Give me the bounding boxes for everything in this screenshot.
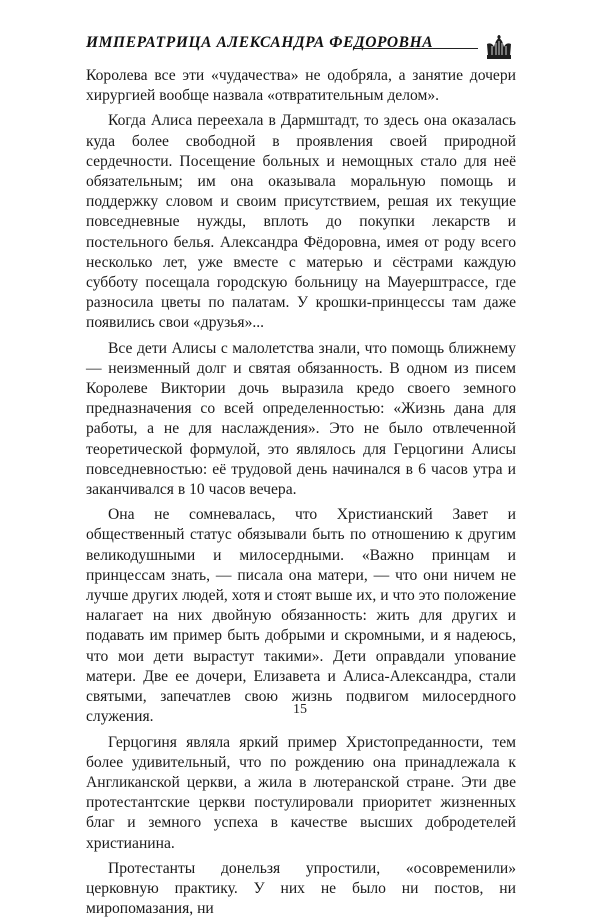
paragraph: Она не сомневалась, что Христианский Завет и общественный статус обязывали быть по отношению к другим великодушными и милосердными. «Важно принцам и принцессам знать, — писала она матери, — что они ничем не лучше других людей, хотя и стоят выше их, и что это положение налагает на них двойную обязанность: жить для других и подавать им пример быть добрыми и скромными, и я надеюсь, что мои дети вырастут такими». Дети оправдали упование матери. Две ее дочери, Елизавета и Алиса-Александра, стали святыми, запечатлев свою жизнь подвигом милосердного служения. [86, 506, 516, 726]
paragraph: Протестанты донельзя упростили, «осовременили» церковную практику. У них не было ни постов, ни миропомазания, ни [86, 859, 516, 918]
paragraph: Герцогиня являла яркий пример Христопреданности, тем более удивительный, что по рождению она принадлежала к Англиканской церкви, а жила в лютеранской стране. Эти две протестантские церкви постулировали приоритет жизненных благ и земного успеха в качестве высших добродетелей христианина. [86, 733, 516, 852]
crown-icon [484, 35, 514, 61]
paragraph: Когда Алиса переехала в Дармштадт, то здесь она оказалась куда более свободной в проявления своей природной сердечности. Посещение больных и немощных стало для неё обязательным; им она оказывала моральную помощь и поддержку словом и своим присутствием, решая их текущие повседневные нужды, вплоть до покупки лекарств и постельного белья. Александра Фёдоровна, имея от роду всего несколько лет, уже вместе с матерью и сёстрами каждую субботу посещала городскую больницу на Мауерштрассе, где разносила цветы по палатам. У крошки-принцессы там даже появились свои «друзья»... [86, 112, 516, 332]
paragraph: Все дети Алисы с малолетства знали, что помощь ближнему — неизменный долг и святая обязанность. В одном из писем Королеве Виктории дочь выразила кредо своего земного предназначения со всей определенностью: «Жизнь дана для работы, а не для наслаждения». Это не было отвлеченной теоретической формулой, это являлось для Герцогини Алисы повседневностью: её трудовой день начинался в 6 часов утра и заканчивался в 10 часов вечера. [86, 339, 516, 499]
body-text [86, 66, 516, 924]
header-rule [354, 48, 478, 49]
page-number: 15 [293, 702, 307, 717]
running-title: ИМПЕРАТРИЦА АЛЕКСАНДРА ФЕДОРОВНА [86, 34, 434, 51]
paragraph: Королева все эти «чудачества» не одобряла, а занятие дочери хирургией вообще назвала «отвратительным делом». [86, 67, 516, 105]
running-head [86, 34, 516, 60]
